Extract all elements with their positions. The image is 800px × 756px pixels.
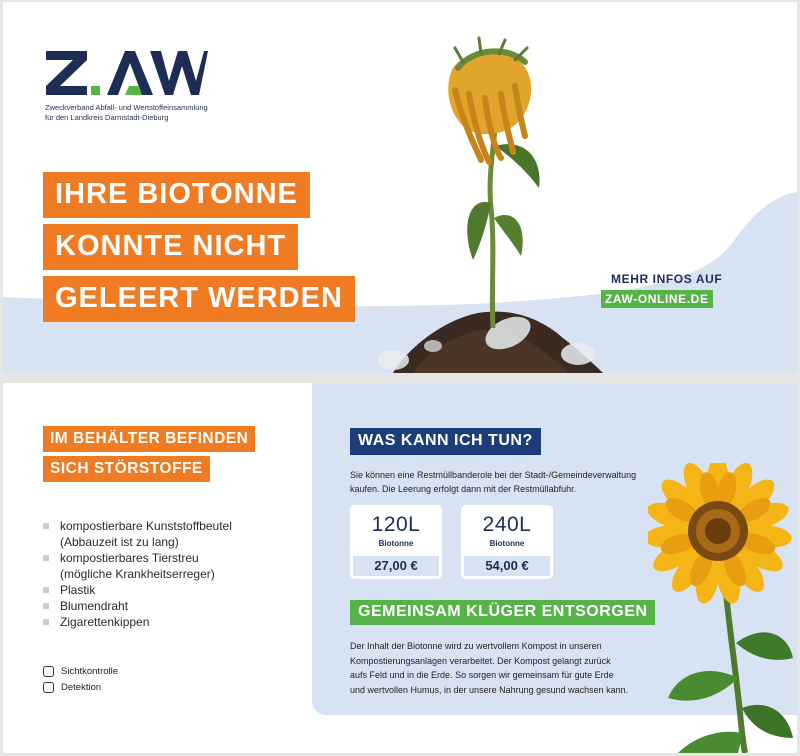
checkbox-label: Sichtkontrolle — [61, 666, 119, 677]
wilted-sunflower-image — [363, 28, 613, 373]
price-card-240l — [461, 505, 553, 579]
list-item — [43, 614, 232, 630]
together-text-line: aufs Feld und in die Erde. So sorgen wir gemeinsam für gute Erde — [350, 670, 614, 681]
price-card-120l — [350, 505, 442, 579]
contaminants-heading-line-2: SICH STÖRSTOFFE — [43, 456, 210, 482]
list-item-text: kompostierbares Tierstreu — [60, 551, 199, 565]
contaminants-list — [43, 518, 232, 630]
logo-subline — [45, 103, 285, 123]
list-item-note: (Abbauzeit ist zu lang) — [60, 535, 179, 549]
inspection-checkboxes — [43, 666, 118, 698]
headline-line-1: IHRE BIOTONNE — [43, 172, 310, 218]
checkbox-box[interactable] — [43, 682, 54, 693]
headline-line-2: KONNTE NICHT — [43, 224, 298, 270]
bin-size: 240L — [482, 513, 532, 536]
more-info-label: MEHR INFOS AUF — [611, 272, 723, 286]
list-item — [43, 582, 232, 598]
together-heading: GEMEINSAM KLÜGER ENTSORGEN — [350, 600, 655, 625]
flyer-front — [3, 2, 797, 373]
more-info — [601, 272, 722, 308]
list-item-text: kompostierbare Kunststoffbeutel — [60, 519, 232, 533]
logo-subline-1: Zweckverband Abfall- und Wertstoffeinsammlung — [45, 103, 208, 112]
bin-price: 27,00 € — [353, 556, 439, 576]
sunflower-image — [648, 463, 797, 753]
list-item — [43, 598, 232, 614]
list-item-text: Blumendraht — [60, 599, 129, 613]
contaminants-heading-line-1: IM BEHÄLTER BEFINDEN — [43, 426, 255, 452]
what-text-line: Sie können eine Restmüllbanderole bei der Stadt-/Gemeindeverwaltung — [350, 470, 637, 480]
list-item-text: Zigarettenkippen — [60, 615, 150, 629]
checkbox-detection[interactable] — [43, 682, 118, 693]
what-can-i-do-text — [350, 468, 680, 496]
bin-kind: Biotonne — [378, 539, 414, 548]
zaw-logo-mark — [43, 48, 208, 98]
together-text-line: und wertvollen Humus, in der unsere Nahrung gesund wachsen kann. — [350, 684, 629, 695]
website-link[interactable]: ZAW-ONLINE.DE — [601, 290, 713, 308]
checkbox-label: Detektion — [61, 682, 102, 693]
together-text-line: Der Inhalt der Biotonne wird zu wertvollem Kompost in unseren — [350, 641, 602, 651]
checkbox-box[interactable] — [43, 666, 54, 677]
what-text-line: kaufen. Die Leerung erfolgt dann mit der Restmüllabfuhr. — [350, 484, 577, 494]
logo-subline-2: für den Landkreis Darmstadt-Dieburg — [45, 113, 169, 122]
what-can-i-do-heading: WAS KANN ICH TUN? — [350, 428, 541, 455]
headline — [43, 172, 355, 328]
together-text-line: Kompostierungsanlagen verarbeitet. Der Kompost gelangt zurück — [350, 655, 611, 666]
list-item — [43, 550, 232, 582]
list-item — [43, 518, 232, 550]
list-item-text: Plastik — [60, 583, 96, 597]
together-text — [350, 639, 660, 697]
list-item-note: (mögliche Krankheitserreger) — [60, 567, 215, 581]
bin-kind: Biotonne — [489, 539, 525, 548]
bin-size: 120L — [371, 513, 421, 536]
bin-price: 54,00 € — [464, 556, 550, 576]
headline-line-3: GELEERT WERDEN — [43, 276, 355, 322]
contaminants-heading — [43, 426, 255, 486]
flyer-back — [3, 383, 797, 753]
checkbox-visual-check[interactable] — [43, 666, 118, 677]
zaw-logo — [43, 48, 208, 122]
